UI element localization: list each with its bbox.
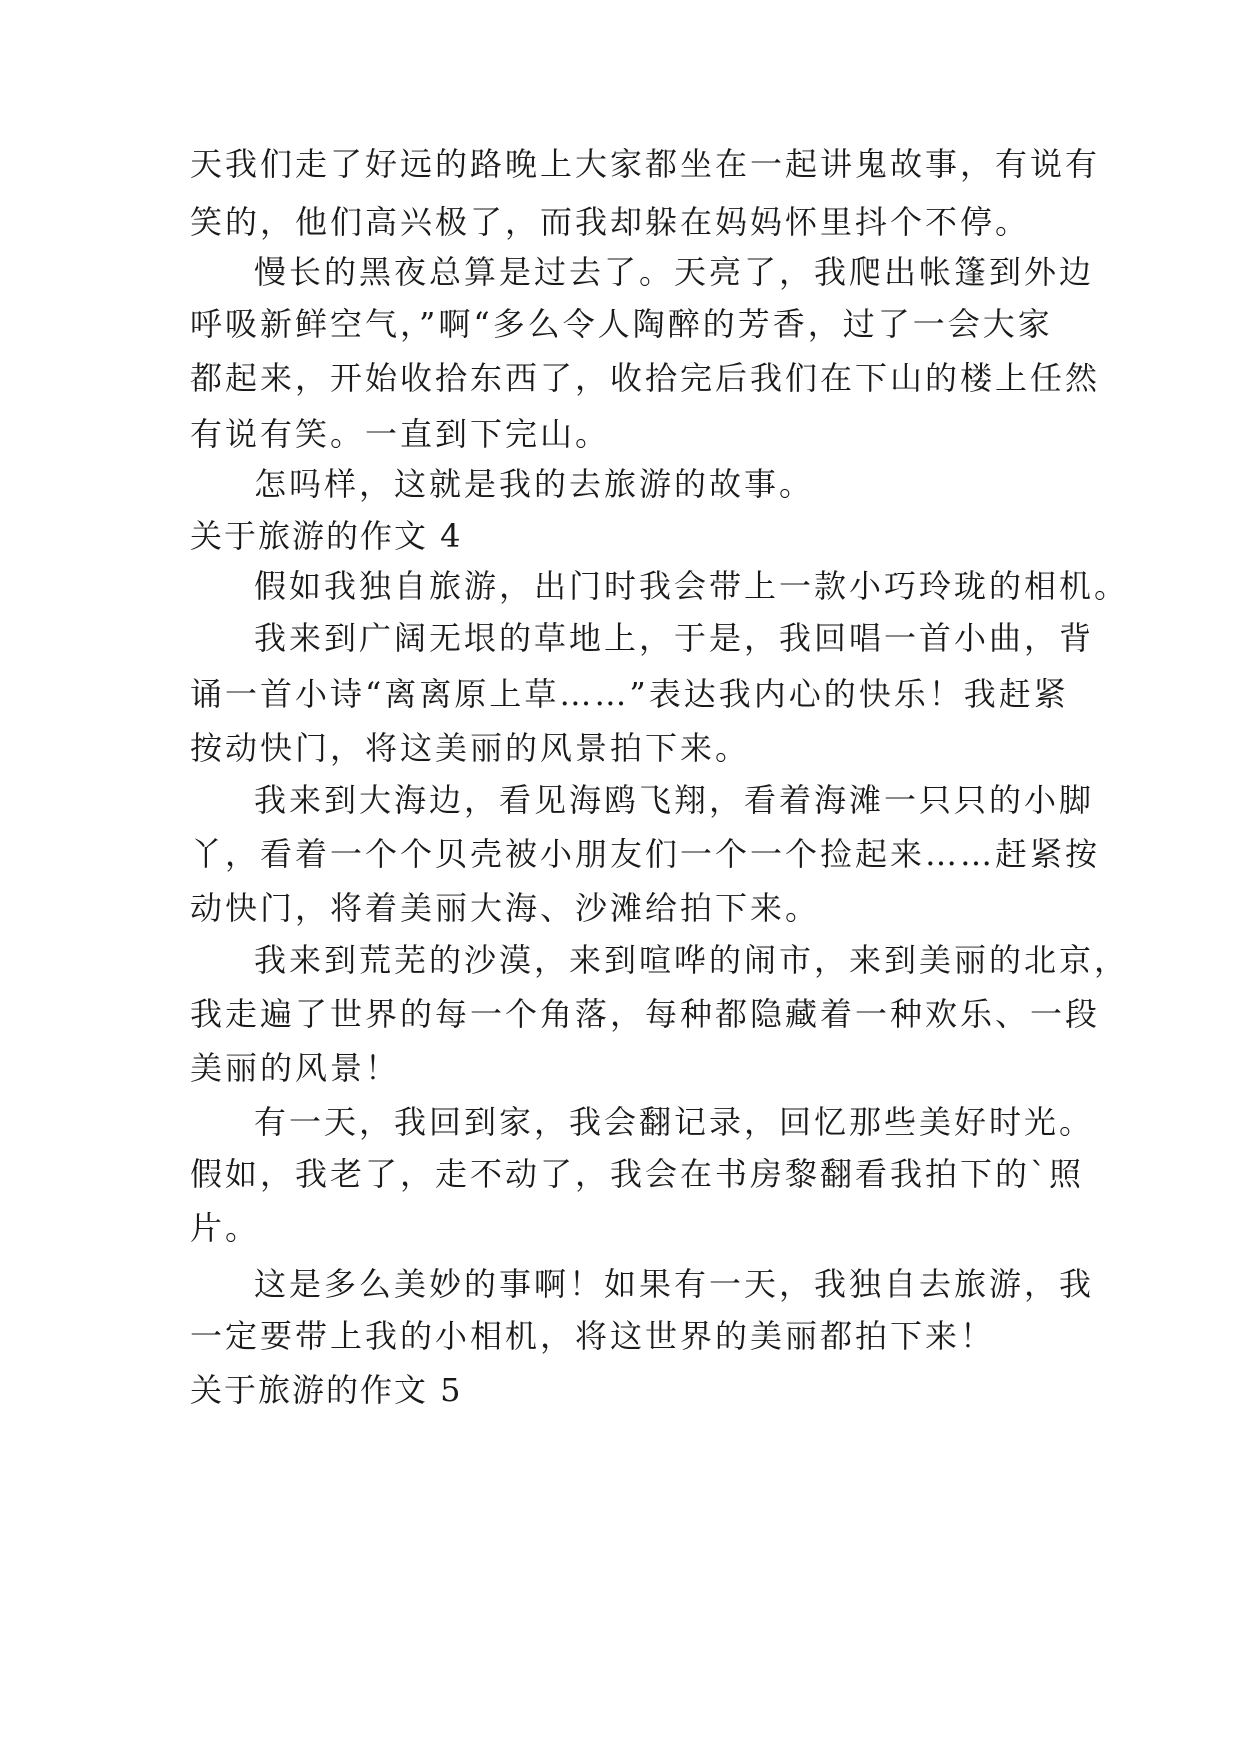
paragraph-line: 假如，我老了，走不动了，我会在书房黎翻看我拍下的`照 [190,1155,1085,1193]
paragraph-line: 片。 [190,1209,261,1247]
paragraph-line: 动快门，将着美丽大海、沙滩给拍下来。 [190,889,821,927]
paragraph-line: 诵一首小诗“离离原上草……”表达我内心的快乐！我赶紧 [190,675,1069,713]
paragraph-line: 美丽的风景！ [190,1049,401,1087]
paragraph-line: 我来到广阔无垠的草地上，于是，我回唱一首小曲，背 [254,619,1095,657]
paragraph-line: 都起来，开始收拾东西了，收拾完后我们在下山的楼上任然 [190,359,1101,397]
paragraph-line: 我走遍了世界的每一个角落，每种都隐藏着一种欢乐、一段 [190,995,1101,1033]
paragraph-line: 我来到荒芜的沙漠，来到喧哗的闹市，来到美丽的北京， [254,941,1130,979]
paragraph-line: 按动快门，将这美丽的风景拍下来。 [190,729,751,767]
paragraph-line: 呼吸新鲜空气，”啊“多么令人陶醉的芳香，过了一会大家 [190,305,1053,343]
paragraph-line: 有一天，我回到家，我会翻记录，回忆那些美好时光。 [254,1103,1095,1141]
paragraph-line: 这是多么美妙的事啊！如果有一天，我独自去旅游，我 [254,1265,1095,1303]
paragraph-line: 笑的，他们高兴极了，而我却躲在妈妈怀里抖个不停。 [190,203,1031,241]
paragraph-line: 我来到大海边，看见海鸥飞翔，看着海滩一只只的小脚 [254,781,1095,819]
paragraph-line: 假如我独自旅游，出门时我会带上一款小巧玲珑的相机。 [254,567,1130,605]
paragraph-line: 慢长的黑夜总算是过去了。天亮了，我爬出帐篷到外边 [254,253,1095,291]
paragraph-line: 有说有笑。一直到下完山。 [190,415,611,453]
paragraph-line: 丫，看着一个个贝壳被小朋友们一个一个捡起来……赶紧按 [190,835,1101,873]
paragraph-line: 天我们走了好远的路晚上大家都坐在一起讲鬼故事，有说有 [190,145,1101,183]
paragraph-line: 怎吗样，这就是我的去旅游的故事。 [254,465,815,503]
paragraph-line: 一定要带上我的小相机，将这世界的美丽都拍下来！ [190,1317,996,1355]
section-heading: 关于旅游的作文 4 [190,517,463,555]
section-heading: 关于旅游的作文 5 [190,1371,463,1409]
